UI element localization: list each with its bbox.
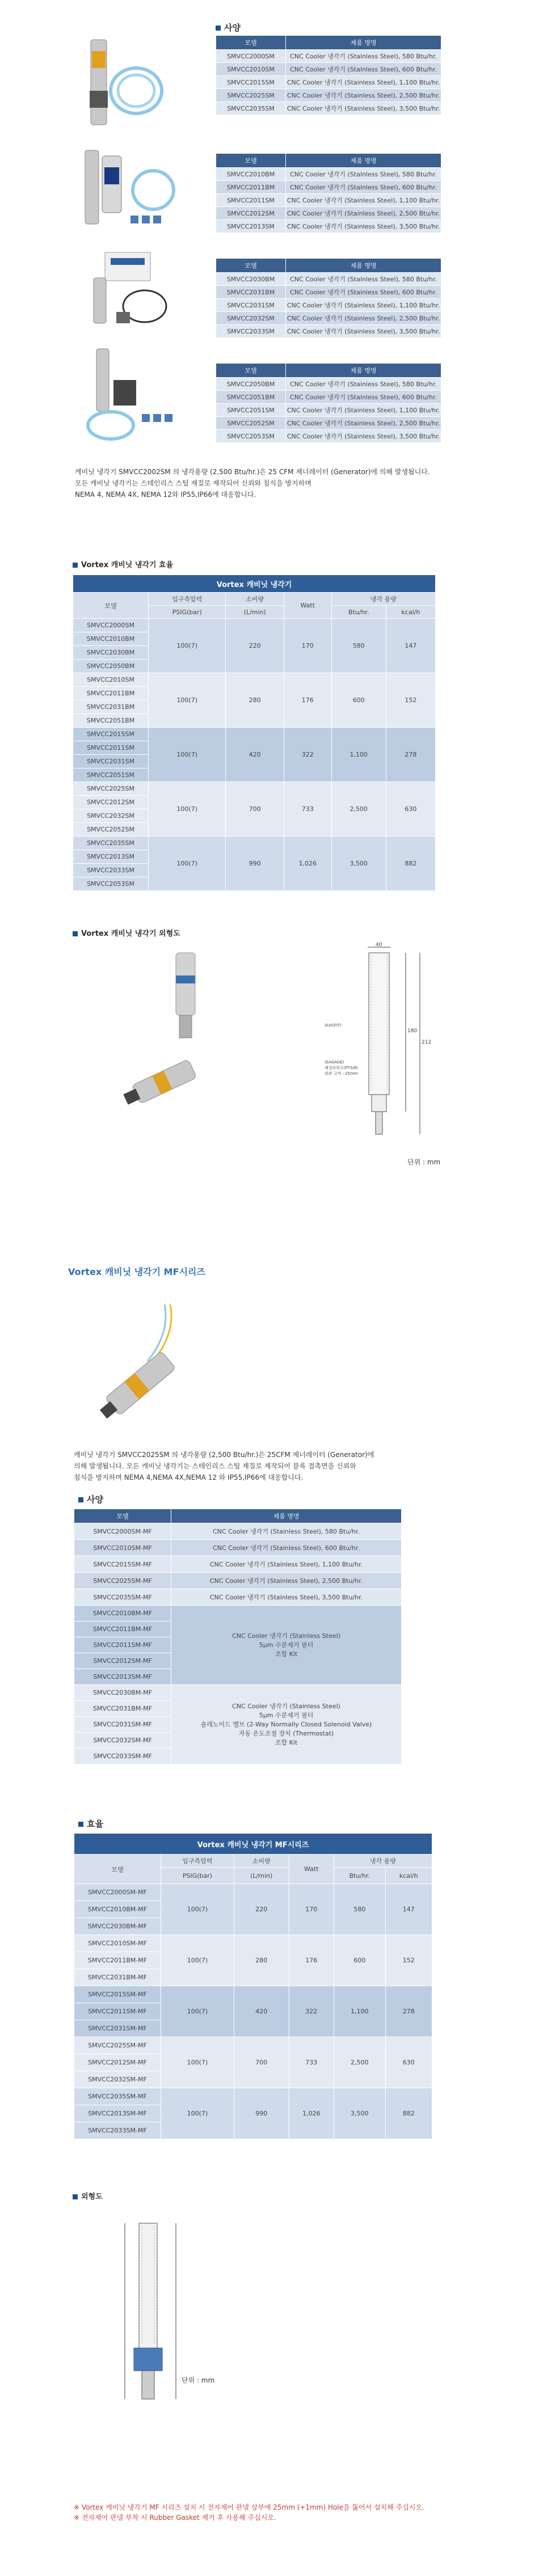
table-row: SMVCC2032SM-MF (74, 2071, 432, 2088)
efficiency-table: Vortex 캐비닛 냉각기 모델 입구측압력 소비량 Watt 냉각 용량 PSIG(bar) (L/min) Btu/hr. kcal/h SMVCC2000SM 100(7) 220 170 580 147 SMVCC2010BM SMVCC2030BM SMVCC2050BM SMVCC2010SM 100(7) 280 176 600 152 SMVCC2011BM SMVCC2031BM SMVCC2051BM SMVCC2015SM 100(7) 420 322 1,100 278 SMVCC2011SM SMVCC2031SM SMVCC2051SM SMVCC2025SM 100(7) 700 733 2,500 630 SMVCC2012SM SMVCC2032SM SMVCC2052SM SMVCC2035SM 100(7) 990 1,026 3,500 882 SMVCC2013SM SMVCC2033SM SMVCC2053SM (73, 575, 436, 891)
table-row: SMVCC2031BM-MF (74, 1969, 432, 1986)
table-row: SMVCC2051BM (73, 714, 436, 728)
spec-table-2: 모델 제품 명명 SMVCC2010BM CNC Cooler 냉각기 (Stainless Steel), 580 Btu/hr. SMVCC2011BM CNC Cooler 냉각기 (Stainless Steel), 600 Btu/hr. SMVCC2011SM CNC Cooler 냉각기 (Stainless Steel), 1,100 Btu/hr. SMVCC2012SM CNC Cooler 냉각기 (Stainless Steel), 2,500 Btu/hr. SMVCC2013SM CNC Cooler 냉각기 (Stainless Steel), 3,500 Btu/hr. (216, 153, 441, 233)
mf-eff-title: 효율 (78, 1818, 103, 1830)
table-row: SMVCC2012SM-MF (74, 1653, 402, 1669)
table-row: SMVCC2010BM-MF CNC Cooler 냉각기 (Stainless Steel) 5µm 수분제거 필터 조합 Kit (74, 1606, 402, 1621)
table-row: SMVCC2031BM-MF (74, 1701, 402, 1717)
table-row: SMVCC2012SM CNC Cooler 냉각기 (Stainless Steel), 2,500 Btu/hr. (216, 207, 441, 220)
efficiency-title: Vortex 캐비닛 냉각기 효율 (73, 559, 173, 569)
table-row: SMVCC2033SM (73, 864, 436, 877)
square-bullet-icon (216, 26, 221, 31)
mf-efficiency-table: Vortex 캐비닛 냉각기 MF시리즈 모델 입구측압력 소비량 Watt 냉각 용량 PSIG(bar) (L/min) Btu/hr. kcal/h SMVCC2000SM-MF 100(7) 220 170 580 147 SMVCC2010BM-MF SMVCC2030BM-MF SMVCC2010SM-MF 100(7) 280 176 600 152 SMVCC2011BM-MF SMVCC2031BM-MF SMVCC2015SM-MF 100(7) 420 322 1,100 278 SMVCC2011SM-MF SMVCC2031SM-MF SMVCC2025SM-MF 100(7) 700 733 2,500 630 SMVCC2012SM-MF SMVCC2032SM-MF SMVCC2035SM-MF 100(7) 990 1,026 3,500 882 SMVCC2013SM-MF SMVCC2033SM-MF (74, 1833, 432, 2139)
table-row: SMVCC2010BM CNC Cooler 냉각기 (Stainless Steel), 580 Btu/hr. (216, 168, 441, 181)
table-row: SMVCC2031SM-MF (74, 2020, 432, 2037)
table-row: SMVCC2035SM-MF CNC Cooler 냉각기 (Stainless Steel), 3,500 Btu/hr. (74, 1589, 402, 1606)
unit-label: 단위 : mm (407, 1158, 441, 1166)
cooler-photo (113, 947, 233, 1134)
table-row: SMVCC2031BM CNC Cooler 냉각기 (Stainless Steel), 600 Btu/hr. (216, 286, 441, 299)
table-row: SMVCC2013SM-MF (74, 2105, 432, 2122)
table-row: SMVCC2011SM (73, 741, 436, 755)
table-row: SMVCC2011BM-MF (74, 1952, 432, 1969)
table-row: SMVCC2010BM (73, 632, 436, 646)
svg-text:180: 180 (407, 1028, 418, 1034)
svg-text:212: 212 (422, 1040, 432, 1045)
product-image-3 (82, 250, 182, 335)
mf-group-b-desc: CNC Cooler 냉각기 (Stainless Steel) 5µm 수분제거 필터 솔레노이드 밸브 (2-Way Normally Closed Solenoid Valve) 자동 온도조절 장치 (Thermostat) 조합 Kit (171, 1685, 402, 1764)
mf-unit-label: 단위 : mm (182, 2376, 215, 2384)
mf-title: Vortex 캐비닛 냉각기 MF시리즈 (68, 1266, 205, 1277)
table-row: SMVCC2011BM (73, 687, 436, 700)
table-row: SMVCC2011SM-MF (74, 1637, 402, 1653)
table-row: SMVCC2050BM CNC Cooler 냉각기 (Stainless Steel), 580 Btu/hr. (216, 378, 441, 391)
table-row: SMVCC2010SM CNC Cooler 냉각기 (Stainless Steel), 600 Btu/hr. (216, 63, 441, 76)
intro-text: 캐비닛 냉각기 SMVCC2002SM 의 냉각용량 (2,500 Btu/hr.)은 25 CFM 제너레이터 (Generator)에 의해 발생됩니다. 모든 캐비닛 냉각기는 스테인리스 스틸 재질로 제작되어 신뢰와 침식을 방지하며 NEMA 4, NEMA 4X, NEMA 12와 IP55,IP66에 대응합니다. (75, 468, 430, 499)
table-row: SMVCC2025SM-MF 100(7) 700 733 2,500 630 (74, 2037, 432, 2054)
product-image-2 (79, 145, 182, 235)
table-row: SMVCC2011SM-MF (74, 2003, 432, 2020)
product-image-1 (79, 34, 170, 130)
table-row: SMVCC2051SM (73, 768, 436, 782)
table-row: SMVCC2031SM (73, 755, 436, 768)
table-row: SMVCC2000SM 100(7) 220 170 580 147 (73, 619, 436, 632)
table-row: SMVCC2000SM CNC Cooler 냉각기 (Stainless Steel), 580 Btu/hr. (216, 50, 441, 63)
table-row: SMVCC2051SM CNC Cooler 냉각기 (Stainless Steel), 1,100 Btu/hr. (216, 404, 441, 417)
table-row: SMVCC2010BM-MF (74, 1901, 432, 1918)
table-row: SMVCC2000SM-MF CNC Cooler 냉각기 (Stainless Steel), 580 Btu/hr. (74, 1523, 402, 1540)
product-image-4 (79, 346, 179, 445)
svg-text:SUS(FIT): SUS(FIT) (325, 1023, 342, 1028)
table-row: SMVCC2033SM CNC Cooler 냉각기 (Stainless Steel), 3,500 Btu/hr. (216, 325, 441, 338)
spec-table-1: 모델 제품 명명 SMVCC2000SM CNC Cooler 냉각기 (Stainless Steel), 580 Btu/hr. SMVCC2010SM CNC Cooler 냉각기 (Stainless Steel), 600 Btu/hr. SMVCC2015SM CNC Cooler 냉각기 (Stainless Steel), 1,100 Btu/hr. SMVCC2025SM CNC Cooler 냉각기 (Stainless Steel), 2,500 Btu/hr. SMVCC2035SM CNC Cooler 냉각기 (Stainless Steel), 3,500 Btu/hr. (216, 35, 441, 115)
square-bullet-icon (78, 1497, 83, 1502)
mf-intro-text: 캐비닛 냉각기 SMVCC2025SM 의 냉각용량 (2,500 Btu/hr.)은 25CFM 제너레이터 (Generator)에 의해 발생됩니다. 모든 캐비닛 냉각기는 스테인리스 스틸 재질로 제작되어 블록 접촉면을 신뢰와 침식을 방지하며 NEMA 4,NEMA 4X,NEMA 12 와 IP55,IP66에 대응합니다. (74, 1451, 374, 1481)
table-row: SMVCC2000SM-MF 100(7) 220 170 580 147 (74, 1884, 432, 1901)
table-row: SMVCC2030BM CNC Cooler 냉각기 (Stainless Steel), 580 Btu/hr. (216, 273, 441, 286)
table-row: SMVCC2053SM CNC Cooler 냉각기 (Stainless Steel), 3,500 Btu/hr. (216, 430, 441, 443)
table-row: SMVCC2030BM (73, 646, 436, 660)
table-row: SMVCC2015SM 100(7) 420 322 1,100 278 (73, 728, 436, 741)
table-row: SMVCC2015SM CNC Cooler 냉각기 (Stainless Steel), 1,100 Btu/hr. (216, 76, 441, 89)
table-row: SMVCC2025SM CNC Cooler 냉각기 (Stainless Steel), 2,500 Btu/hr. (216, 89, 441, 102)
table-row: SMVCC2035SM 100(7) 990 1,026 3,500 882 (73, 837, 436, 850)
table-row: SMVCC2011BM CNC Cooler 냉각기 (Stainless Steel), 600 Btu/hr. (216, 181, 441, 194)
table-row: SMVCC2031SM-MF (74, 1717, 402, 1733)
table-row: SMVCC2011SM CNC Cooler 냉각기 (Stainless Steel), 1,100 Btu/hr. (216, 194, 441, 207)
mf-dimension-drawing (85, 2212, 199, 2427)
table-row: SMVCC2035SM-MF 100(7) 990 1,026 3,500 882 (74, 2088, 432, 2105)
svg-text:외관 규격 : 25mm: 외관 규격 : 25mm (325, 1071, 358, 1076)
table-row: SMVCC2010SM-MF CNC Cooler 냉각기 (Stainless Steel), 600 Btu/hr. (74, 1540, 402, 1556)
table-row: SMVCC2015SM-MF CNC Cooler 냉각기 (Stainless Steel), 1,100 Btu/hr. (74, 1556, 402, 1573)
table-row: SMVCC2013SM CNC Cooler 냉각기 (Stainless Steel), 3,500 Btu/hr. (216, 220, 441, 233)
table-row: SMVCC2013SM-MF (74, 1669, 402, 1685)
table-row: SMVCC2012SM (73, 796, 436, 809)
table-row: SMVCC2013SM (73, 850, 436, 864)
table-row: SMVCC2052SM (73, 823, 436, 837)
table-row: SMVCC2050BM (73, 660, 436, 673)
square-bullet-icon (73, 931, 78, 936)
mf-product-image (85, 1299, 199, 1435)
table-row: SMVCC2053SM (73, 877, 436, 891)
mf-dims-title: 외형도 (73, 2190, 103, 2201)
table-row: SMVCC2010SM-MF 100(7) 280 176 600 152 (74, 1935, 432, 1952)
table-row: SMVCC2031SM CNC Cooler 냉각기 (Stainless Steel), 1,100 Btu/hr. (216, 299, 441, 312)
table-row: SMVCC2011BM-MF (74, 1621, 402, 1637)
table-row: SMVCC2025SM 100(7) 700 733 2,500 630 (73, 782, 436, 796)
svg-text:40: 40 (376, 942, 382, 948)
table-row: SMVCC2010SM 100(7) 280 176 600 152 (73, 673, 436, 687)
svg-text:체결부위수(PT3/8): 체결부위수(PT3/8) (325, 1066, 359, 1070)
table-row: SMVCC2032SM (73, 809, 436, 823)
table-row: SMVCC2033SM-MF (74, 2122, 432, 2139)
spec-table-4: 모델 제품 명명 SMVCC2050BM CNC Cooler 냉각기 (Stainless Steel), 580 Btu/hr. SMVCC2051BM CNC Cooler 냉각기 (Stainless Steel), 600 Btu/hr. SMVCC2051SM CNC Cooler 냉각기 (Stainless Steel), 1,100 Btu/hr. SMVCC2052SM CNC Cooler 냉각기 (Stainless Steel), 2,500 Btu/hr. SMVCC2053SM CNC Cooler 냉각기 (Stainless Steel), 3,500 Btu/hr. (216, 363, 441, 443)
table-row: SMVCC2025SM-MF CNC Cooler 냉각기 (Stainless Steel), 2,500 Btu/hr. (74, 1573, 402, 1589)
mf-spec-table: 모델 제품 명명 SMVCC2000SM-MF CNC Cooler 냉각기 (Stainless Steel), 580 Btu/hr. SMVCC2010SM-MF CNC Cooler 냉각기 (Stainless Steel), 600 Btu/hr. SMVCC2015SM-MF CNC Cooler 냉각기 (Stainless Steel), 1,100 Btu/hr. SMVCC2025SM-MF CNC Cooler 냉각기 (Stainless Steel), 2,500 Btu/hr. SMVCC2035SM-MF CNC Cooler 냉각기 (Stainless Steel), 3,500 Btu/hr. SMVCC2010BM-MF CNC Cooler 냉각기 (Stainless Steel) 5µm 수분제거 필터 조합 Kit SMVCC2011BM-MF SMVCC2011SM-MF SMVCC2012SM-MF SMVCC2013SM-MF SMVCC2030BM-MF CNC Cooler 냉각기 (Stainless Steel) 5µm 수분제거 필터 솔레노이드 밸브 (2-Way Normally Closed Solenoid Valve) 자동 온도조절 장치 (Thermostat) 조합 Kit SMVCC2031BM-MF SMVCC2031SM-MF SMVCC2032SM-MF SMVCC2033SM-MF (74, 1509, 402, 1764)
table-row: SMVCC2012SM-MF (74, 2054, 432, 2071)
install-notes: ※ Vortex 캐비닛 냉각기 MF 시리즈 설치 시 전자제어 판넬 상부에 25mm (+1mm) Hole을 뚫어서 설치해 주십시오. ※ 전자제어 판넬 부착 시 Rubber Gasket 제거 후 사용해 주십시오. (74, 2503, 424, 2522)
spec-title: 사양 (216, 22, 241, 33)
table-row: SMVCC2051BM CNC Cooler 냉각기 (Stainless Steel), 600 Btu/hr. (216, 391, 441, 404)
table-row: SMVCC2015SM-MF 100(7) 420 322 1,100 278 (74, 1986, 432, 2003)
dims-title: Vortex 캐비닛 냉각기 외형도 (73, 927, 180, 938)
table-row: SMVCC2033SM-MF (74, 1749, 402, 1764)
table-row: SMVCC2030BM-MF CNC Cooler 냉각기 (Stainless Steel) 5µm 수분제거 필터 솔레노이드 밸브 (2-Way Normally Closed Solenoid Valve) 자동 온도조절 장치 (Thermostat) 조합 Kit (74, 1685, 402, 1701)
mf-group-a-desc: CNC Cooler 냉각기 (Stainless Steel) 5µm 수분제거 필터 조합 Kit (171, 1606, 402, 1685)
square-bullet-icon (73, 2194, 78, 2199)
table-row: SMVCC2030BM-MF (74, 1918, 432, 1935)
table-row: SMVCC2031BM (73, 700, 436, 714)
spec-table-3: 모델 제품 명명 SMVCC2030BM CNC Cooler 냉각기 (Stainless Steel), 580 Btu/hr. SMVCC2031BM CNC Cooler 냉각기 (Stainless Steel), 600 Btu/hr. SMVCC2031SM CNC Cooler 냉각기 (Stainless Steel), 1,100 Btu/hr. SMVCC2032SM CNC Cooler 냉각기 (Stainless Steel), 2,500 Btu/hr. SMVCC2033SM CNC Cooler 냉각기 (Stainless Steel), 3,500 Btu/hr. (216, 258, 441, 338)
table-row: SMVCC2032SM CNC Cooler 냉각기 (Stainless Steel), 2,500 Btu/hr. (216, 312, 441, 325)
mf-spec-title: 사양 (78, 1493, 103, 1505)
dimension-drawing (323, 941, 448, 1151)
square-bullet-icon (73, 563, 78, 568)
table-row: SMVCC2032SM-MF (74, 1733, 402, 1749)
table-row: SMVCC2035SM CNC Cooler 냉각기 (Stainless Steel), 3,500 Btu/hr. (216, 102, 441, 115)
table-row: SMVCC2052SM CNC Cooler 냉각기 (Stainless Steel), 2,500 Btu/hr. (216, 417, 441, 430)
square-bullet-icon (78, 1822, 83, 1827)
svg-text:(EAGAGE): (EAGAGE) (325, 1060, 344, 1065)
